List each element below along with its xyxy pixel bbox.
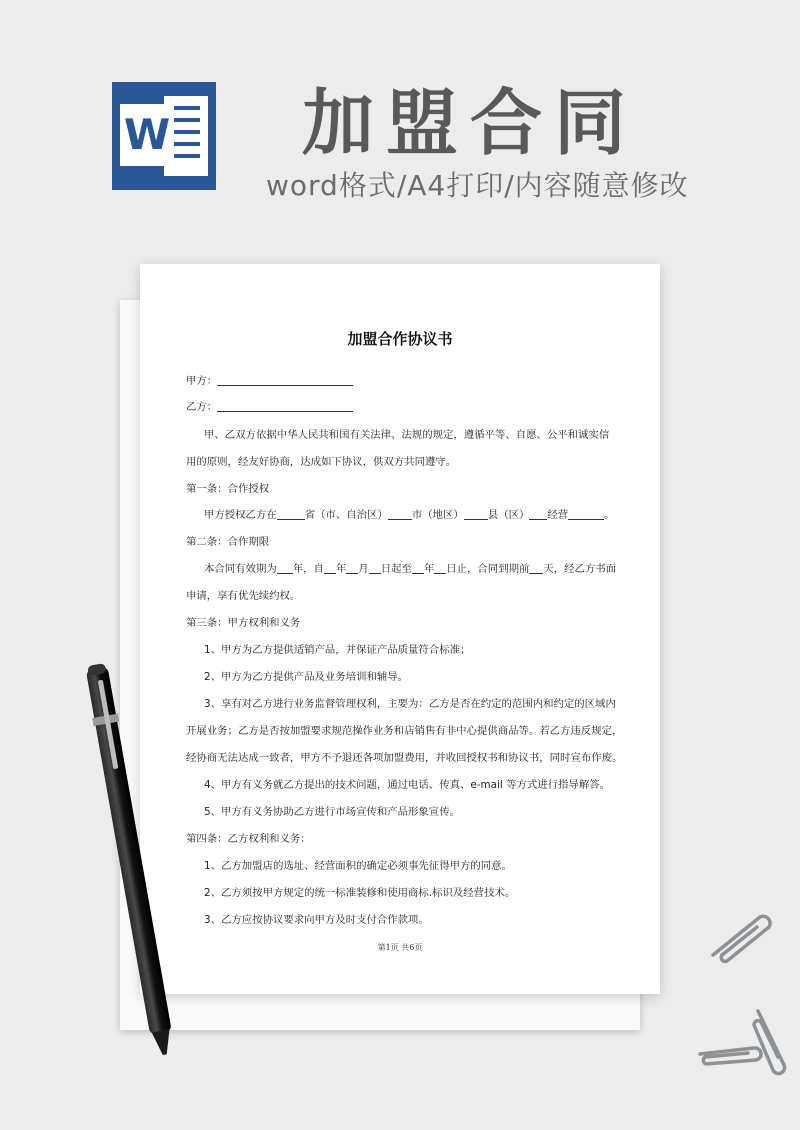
art1-part-f: 。 <box>604 509 615 521</box>
years-blank <box>277 561 293 574</box>
party-b-line <box>186 398 624 416</box>
party-b-blank <box>217 399 353 412</box>
start-month-blank <box>346 561 358 574</box>
party-a-line <box>186 372 624 390</box>
art2-part-d: 月 <box>358 563 369 575</box>
scope-blank-2 <box>568 507 604 520</box>
article-3-title: 第三条：甲方权利和义务 <box>186 617 301 629</box>
scope-blank-1 <box>529 507 547 520</box>
article-3-item-3a: 3、享有对乙方进行业务监督管理权利，主要为：乙方是否在约定的范围内和约定的区域内 <box>204 698 616 710</box>
art2-part-e: 日起至 <box>380 563 412 575</box>
art1-part-a: 甲方授权乙方在 <box>204 509 277 521</box>
article-4-title: 第四条：乙方权利和义务： <box>186 833 311 845</box>
article-4-item-3: 3、乙方应按协议要求向甲方及时支付合作款项。 <box>204 914 429 926</box>
article-2-text <box>204 560 624 578</box>
art2-part-f: 年 <box>423 563 435 575</box>
art2-part-c: 年 <box>335 563 347 575</box>
article-4-item-2: 2、乙方须按甲方规定的统一标准装修和使用商标.标识及经营技术。 <box>204 887 516 899</box>
start-day-blank <box>369 561 381 574</box>
art2-part-h: 天，经乙方书面 <box>543 563 617 575</box>
word-logo-letter: W <box>120 104 174 166</box>
art1-part-c: 市（地区） <box>411 509 464 521</box>
article-3-item-1: 1、甲方为乙方提供适销产品，并保证产品质量符合标准； <box>204 644 471 656</box>
days-blank <box>529 561 543 574</box>
art2-part-g: 日止，合同到期前 <box>446 563 530 575</box>
document-title: 加盟合作协议书 <box>347 330 453 348</box>
party-a-blank <box>217 373 353 386</box>
article-1-text <box>204 506 624 524</box>
paperclip-icon-2 <box>696 1040 766 1070</box>
province-blank <box>277 507 305 520</box>
article-3-item-3b: 开展业务；乙方是否按加盟要求规范操作业务和店销售有非中心提供商品等。若乙方违反规定， <box>186 725 623 737</box>
article-1-title: 第一条：合作授权 <box>186 483 270 495</box>
art2-part-a: 本合同有效期为 <box>204 563 277 575</box>
intro-line-1: 甲、乙双方依据中华人民共和国有关法律、法规的规定，遵循平等、自愿、公平和诚实信 <box>204 429 610 441</box>
main-title: 加盟合同 <box>302 81 639 165</box>
article-4-item-1: 1、乙方加盟店的选址、经营面积的确定必须事先征得甲方的同意。 <box>204 860 512 872</box>
start-year-blank <box>324 561 336 574</box>
article-2-title: 第二条：合作期限 <box>186 536 270 548</box>
subtitle: word格式/A4打印/内容随意修改 <box>266 169 689 202</box>
article-3-item-3c: 经协商无法达成一致者，甲方不予退还各项加盟费用，并收回授权书和协议书，同时宣布作废。 <box>186 752 623 764</box>
party-b-label: 乙方： <box>186 401 218 413</box>
end-day-blank <box>434 561 446 574</box>
word-logo-icon <box>112 82 216 190</box>
party-a-label: 甲方： <box>186 375 218 387</box>
article-2-line-2: 申请，享有优先续约权。 <box>186 590 301 602</box>
art1-part-b: 省（市、自治区） <box>304 509 388 521</box>
header <box>0 0 800 230</box>
end-year-blank <box>412 561 424 574</box>
article-3-item-5: 5、甲方有义务协助乙方进行市场宣传和产品形象宣传。 <box>204 806 460 818</box>
city-blank <box>388 507 412 520</box>
intro-line-2: 用的原则，经友好协商，达成如下协议，供双方共同遵守。 <box>186 456 457 468</box>
art1-part-e: 经营 <box>547 509 569 521</box>
article-3-item-4: 4、甲方有义务就乙方提出的技术问题，通过电话、传真、e-mail 等方式进行指导解答。 <box>204 779 610 791</box>
county-blank <box>464 507 488 520</box>
paperclip-icon <box>705 905 775 965</box>
document-page <box>140 264 660 994</box>
art1-part-d: 县（区） <box>487 509 530 521</box>
art2-part-b: 年，自 <box>292 563 324 575</box>
article-3-item-2: 2、甲方为乙方提供产品及业务培训和辅导。 <box>204 671 409 683</box>
paperclip-icon-3 <box>748 1005 792 1077</box>
page-footer: 第1页 共6页 <box>377 943 423 952</box>
